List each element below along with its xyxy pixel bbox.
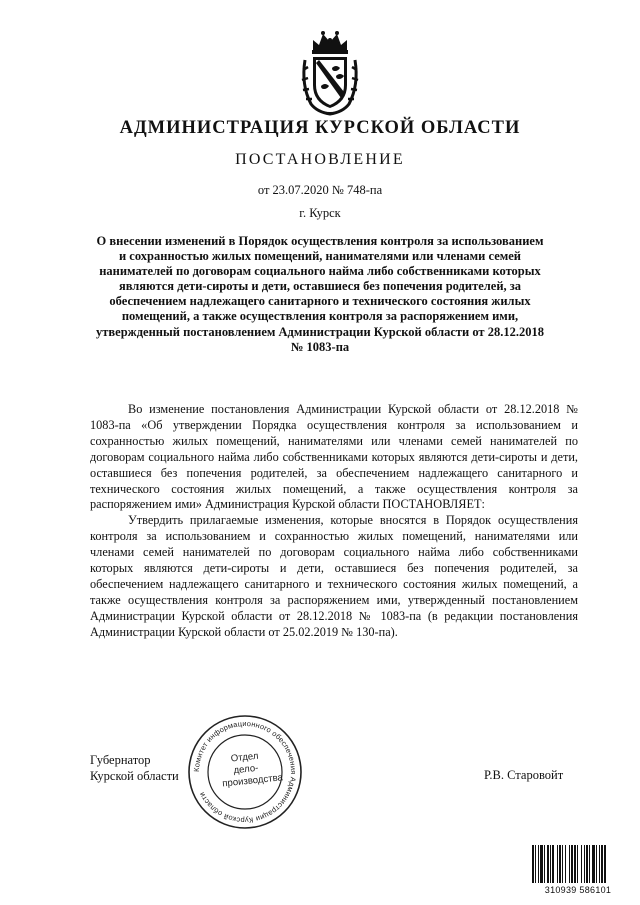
barcode-bar (547, 845, 549, 883)
document-city: г. Курск (299, 206, 341, 220)
barcode-bar (604, 845, 606, 883)
stamp-inner-text (219, 749, 284, 790)
document-heading: О внесении изменений в Порядок осуществления контроля за использованием и сохранностью жилых помещений, нанимателями или членами семей нанимателей по договорам социального найма либо собственниками которых являются дети-сироты и дети, оставшиеся без попечения родителей, за обеспечением надлежащего санитарного и технического состояния жилых помещений, а также осуществления контроля за распоряжением ими, утвержденный постановлением Администрации Курской области от 28.12.2018 № 1083-па (96, 234, 544, 354)
stamp-inner-line: производства (221, 772, 284, 790)
barcode-number: 310939 586101 (544, 885, 612, 895)
barcode-bar (538, 845, 539, 883)
barcode-bar (557, 845, 558, 883)
document-date-number: от 23.07.2020 № 748-па (257, 183, 383, 197)
barcode-bar (577, 845, 578, 883)
barcode-bar (581, 845, 582, 883)
barcode-bar (569, 845, 570, 883)
barcode-bar (601, 845, 603, 883)
organization-title: АДМИНИСТРАЦИЯ КУРСКОЙ ОБЛАСТИ (119, 118, 521, 138)
stamp-inner-line: дело- (233, 762, 259, 777)
barcode-bar (574, 845, 576, 883)
barcode-bar (589, 845, 590, 883)
stamp-ring-text: Комитет информационного обеспечения Администрации Курской области (191, 718, 299, 826)
barcode-bar (565, 845, 566, 883)
barcode-bar (586, 845, 588, 883)
barcode-bar (544, 845, 545, 883)
barcode-bar (592, 845, 595, 883)
barcode (532, 845, 624, 883)
document-body (90, 402, 578, 641)
barcode-bar (532, 845, 534, 883)
signatory-position-line: Курской области (90, 768, 179, 783)
coat-of-arms-icon (299, 30, 361, 116)
barcode-bar (552, 845, 554, 883)
signatory-position-line: Губернатор (90, 753, 151, 767)
barcode-bar (562, 845, 563, 883)
barcode-bar (535, 845, 536, 883)
barcode-bar (584, 845, 585, 883)
barcode-bar (540, 845, 543, 883)
body-paragraph: Во изменение постановления Администрации Курской области от 28.12.2018 № 1083-па «Об утверждении Порядка осуществления контроля за использованием и сохранностью жилых помещений, нанимателями или членами семей нанимателей по договорам социального найма либо собственниками которых являются дети-сироты и дети, оставшиеся без попечения родителей, за обеспечением надлежащего санитарного и технического состояния жилых помещений, а также осуществления контроля за распоряжением ими» Администрация Курской области ПОСТАНОВЛЯЕТ: (90, 402, 578, 512)
signatory-position (90, 753, 179, 784)
barcode-bar (550, 845, 551, 883)
stamp-inner-line: Отдел (230, 750, 260, 765)
barcode-bar (599, 845, 600, 883)
signatory-name: Р.В. Старовойт (484, 768, 564, 782)
barcode-bar (559, 845, 561, 883)
body-paragraph: Утвердить прилагаемые изменения, которые вносятся в Порядок осуществления контроля за использованием и сохранностью жилых помещений, нанимателями или членами семей нанимателей по договорам социального найма либо собственниками которых являются дети-сироты и дети, оставшиеся без попечения родителей, за обеспечением надлежащего санитарного и технического состояния жилых помещений, а также осуществления контроля за распоряжением ими, утвержденный постановлением Администрации Курской области от 28.12.2018 № 1083-па (в редакции постановления Администрации Курской области от 25.02.2019 № 130-па). (90, 513, 578, 639)
barcode-bar (596, 845, 597, 883)
document-type: ПОСТАНОВЛЕНИЕ (235, 151, 405, 168)
barcode-bar (571, 845, 573, 883)
